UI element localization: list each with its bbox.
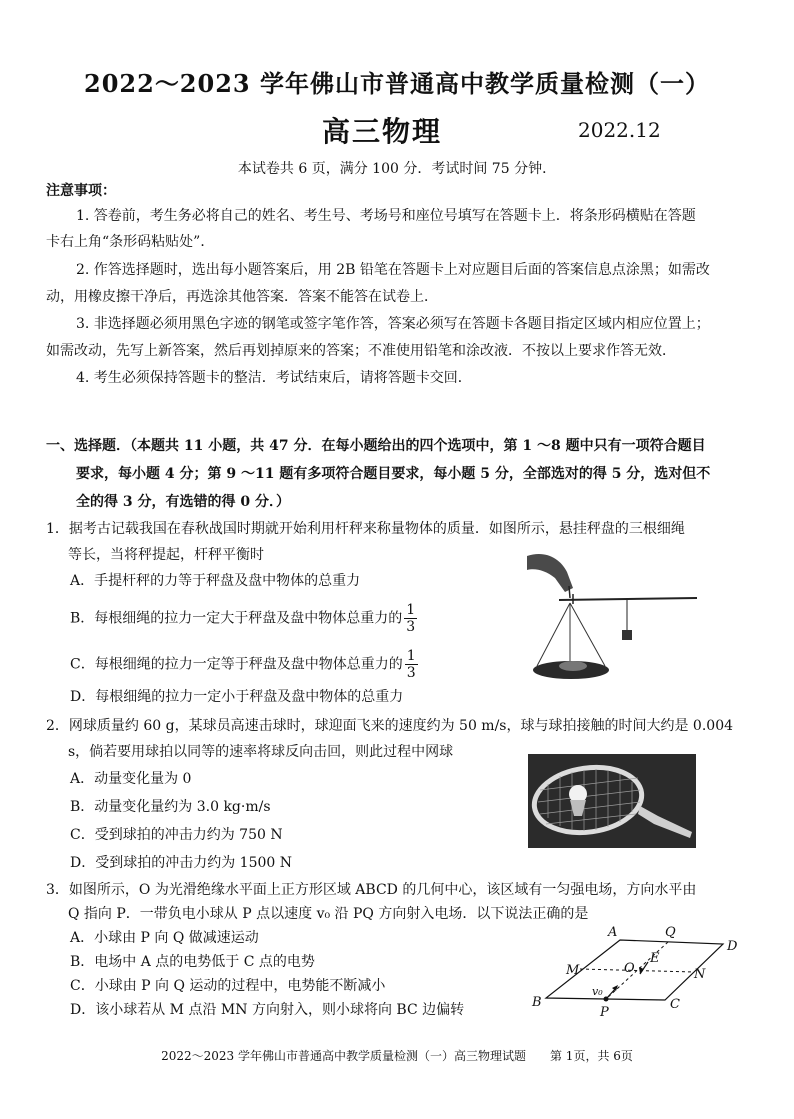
label-b: B [532,995,542,1010]
section-line-3: 全的得 3 分，有选错的得 0 分．） [76,494,290,510]
tennis-racket-figure [528,754,696,848]
label-d: D [727,939,738,954]
lift-string [569,586,570,598]
q1-stem-line-2: 等长，当将秤提起，杆秤平衡时 [68,547,264,563]
fraction-numerator: 1 [406,648,416,664]
section-line-2: 要求，每小题 4 分；第 9 ～11 题有多项符合题目要求，每小题 5 分，全部选对的得 5 分，选对但不 [76,466,711,482]
label-c: C [670,997,680,1012]
q3-option-c: C．小球由 P 向 Q 运动的过程中，电势能不断减小 [70,978,386,994]
label-e: E [650,951,660,966]
velocity-arrowhead [612,985,618,991]
q3-option-b: B．电场中 A 点的电势低于 C 点的电势 [70,954,315,970]
q1-option-c [70,648,418,681]
q1-option-d: D．每根细绳的拉力一定小于秤盘及盘中物体的总重力 [70,689,404,705]
q3-option-d: D．该小球若从 M 点沿 MN 方向射入，则小球将向 BC 边偏转 [70,1002,465,1018]
q1-option-a: A．手提杆秤的力等于秤盘及盘中物体的总重力 [70,573,361,589]
q3-option-a: A．小球由 P 向 Q 做减速运动 [70,930,259,946]
label-m: M [566,963,580,978]
notice-item-1-line-2: 卡右上角“条形码粘贴处”． [46,234,215,250]
q2-option-c: C．受到球拍的冲击力约为 750 N [70,827,283,843]
q1-option-b [70,602,417,635]
label-v0: v₀ [592,985,603,998]
q1-option-c-text: C．每根细绳的拉力一定等于秤盘及盘中物体总重力的 [70,656,403,673]
counterweight [622,630,632,640]
notice-heading: 注意事项： [46,183,116,199]
fraction-denominator: 3 [406,619,416,635]
steelyard-figure [515,548,705,698]
q1-option-b-text: B．每根细绳的拉力一定大于秤盘及盘中物体总重力的 [70,610,403,627]
exam-title: 2022～2023 学年佛山市普通高中教学质量检测（一） [84,69,710,98]
q2-option-a: A．动量变化量为 0 [70,771,192,787]
field-diagram [528,922,748,1022]
fraction-denominator: 3 [406,665,416,681]
notice-item-4: 4. 考生必须保持答题卡的整洁．考试结束后，请将答题卡交回． [76,370,472,386]
q2-stem-line-1: 2．网球质量约 60 g，某球员高速击球时，球迎面飞来的速度约为 50 m/s，球与球拍接触的时间大约是 0.004 [46,718,734,734]
q2-option-d: D．受到球拍的冲击力约为 1500 N [70,855,293,871]
pan-object [559,661,587,671]
q1-stem-line-1: 1．据考古记载我国在春秋战国时期就开始利用杆秤来称量物体的质量．如图所示，悬挂秤盘的三根细绳 [46,521,685,537]
notice-item-1-line-1: 1. 答卷前，考生务必将自己的姓名、考生号、考场号和座位号填写在答题卡上．将条形码横贴在答题 [76,208,696,224]
exam-date: 2022.12 [578,118,661,142]
notice-item-3-line-2: 如需改动，先写上新答案，然后再划掉原来的答案；不准使用铅笔和涂改液．不按以上要求作答无效． [46,343,676,359]
subject-title: 高三物理 [322,115,443,148]
q2-option-b: B．动量变化量约为 3.0 kg·m/s [70,799,271,815]
exam-info: 本试卷共 6 页，满分 100 分．考试时间 75 分钟． [237,161,557,177]
notice-item-3-line-1: 3. 非选择题必须用黑色字迹的钢笔或签字笔作答，答案必须写在答题卡各题目指定区域内相应位置上； [76,316,710,332]
label-q: Q [665,925,676,940]
notice-item-2-line-2: 动，用橡皮擦干净后，再选涂其他答案．答案不能答在试卷上． [46,289,438,305]
section-line-1: 一、选择题．（本题共 11 小题，共 47 分．在每小题给出的四个选项中，第 1 ～8 题中只有一项符合题目 [46,438,706,454]
label-n: N [694,967,706,982]
q1-option-b-fraction [404,602,417,635]
point-p-dot [604,997,609,1002]
q1-option-c-fraction [405,648,418,681]
label-p: P [600,1005,609,1020]
label-o: O [624,961,635,976]
q3-stem-line-1: 3．如图所示，O 为光滑绝缘水平面上正方形区域 ABCD 的几何中心，该区域有一匀强电场，方向水平由 [46,882,697,898]
label-a: A [608,925,618,940]
q2-stem-line-2: s，倘若要用球拍以同等的速率将球反向击回，则此过程中网球 [68,744,454,760]
fraction-numerator: 1 [406,602,416,618]
notice-item-2-line-1: 2. 作答选择题时，选出每小题答案后，用 2B 铅笔在答题卡上对应题目后面的答案信息点涂黑；如需改 [76,262,710,278]
q3-stem-line-2: Q 指向 P．一带负电小球从 P 点以速度 v₀ 沿 PQ 方向射入电场．以下说法正确的是 [68,906,589,922]
page-footer: 2022～2023 学年佛山市普通高中教学质量检测（一）高三物理试题 第 1页，共 6页 [161,1049,633,1063]
